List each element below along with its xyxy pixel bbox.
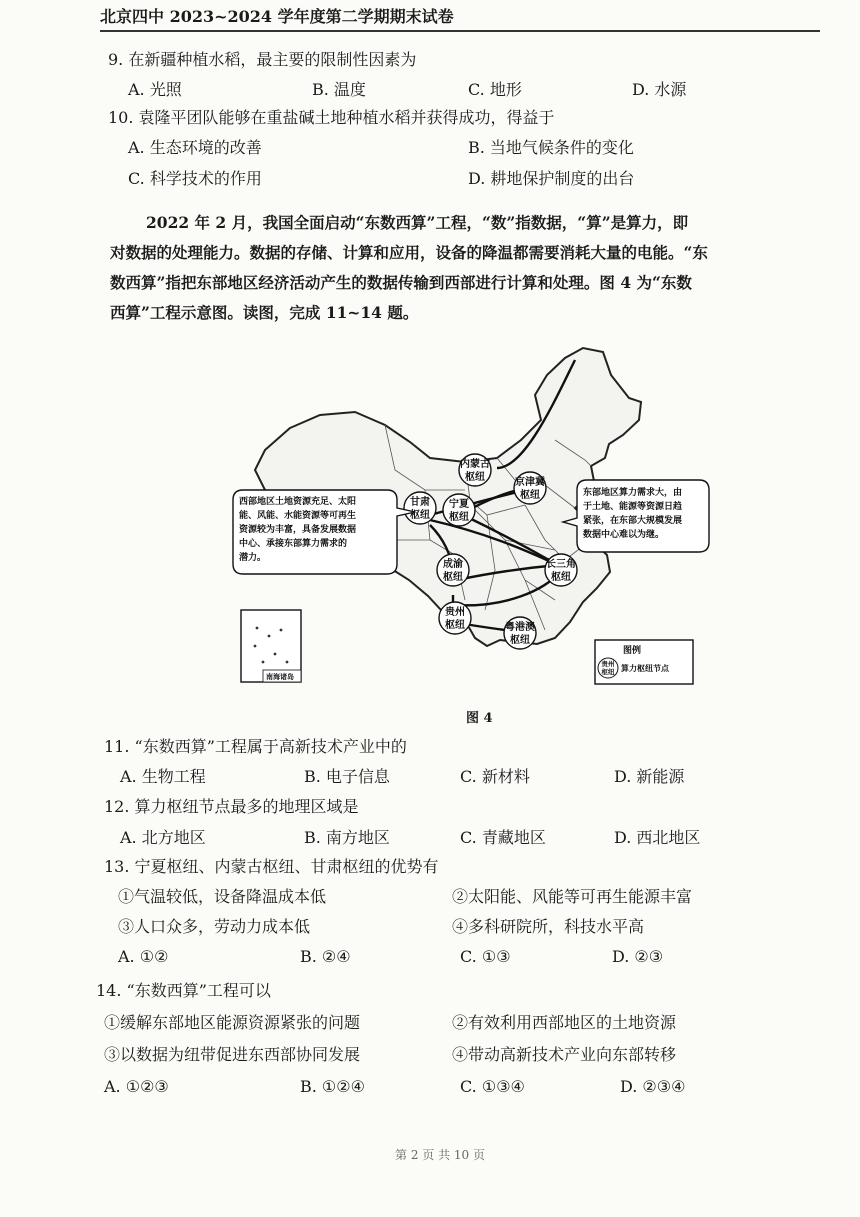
hub-chengyu: [437, 554, 469, 586]
svg-text:枢纽: 枢纽: [449, 512, 469, 523]
q11-option-a: A. 生物工程: [120, 767, 206, 786]
q9-stem: 9. 在新疆种植水稻，最主要的限制性因素为: [108, 50, 417, 69]
exam-title: 北京四中 2023~2024 学年度第二学期期末试卷: [100, 7, 454, 26]
map-legend: [595, 640, 693, 684]
svg-text:数据中心难以为继。: 数据中心难以为继。: [583, 530, 665, 540]
q14-option-c: C. ①③④: [460, 1077, 525, 1096]
q11-option-d: D. 新能源: [614, 767, 685, 786]
q12-option-b: B. 南方地区: [304, 828, 390, 847]
hub-gansu: [404, 492, 436, 524]
svg-text:西部地区土地资源充足、太阳: 西部地区土地资源充足、太阳: [239, 497, 357, 507]
svg-text:资源较为丰富，具备发展数据: 资源较为丰富，具备发展数据: [239, 525, 357, 535]
q13-item-4: ④多科研院所，科技水平高: [452, 917, 645, 936]
q12-option-a: A. 北方地区: [120, 828, 206, 847]
hub-ningxia: [443, 494, 475, 526]
svg-text:中心、承接东部算力需求的: 中心、承接东部算力需求的: [239, 539, 348, 549]
q14-item-2: ②有效利用西部地区的土地资源: [452, 1013, 677, 1032]
svg-text:算力枢纽节点: 算力枢纽节点: [621, 664, 669, 673]
q14-option-a: A. ①②③: [104, 1077, 169, 1096]
svg-text:枢纽: 枢纽: [410, 510, 430, 521]
q10-option-c: C. 科学技术的作用: [128, 169, 262, 188]
west-callout: [233, 490, 415, 574]
svg-text:枢纽: 枢纽: [520, 490, 540, 501]
svg-text:内蒙古: 内蒙古: [460, 459, 490, 470]
q11-stem: 11. “东数西算”工程属于高新技术产业中的: [104, 737, 407, 756]
china-map-figure: [225, 340, 715, 695]
svg-text:京津冀: 京津冀: [515, 477, 545, 488]
q13-option-a: A. ①②: [118, 947, 169, 966]
q14-stem: 14. “东数西算”工程可以: [96, 981, 271, 1000]
passage-line: 对数据的处理能力。数据的存储、计算和应用，设备的降温都需要消耗大量的电能。“东: [110, 243, 708, 262]
q10-stem: 10. 袁隆平团队能够在重盐碱土地种植水稻并获得成功，得益于: [108, 108, 555, 127]
q14-option-d: D. ②③④: [620, 1077, 686, 1096]
svg-text:成渝: 成渝: [443, 559, 463, 570]
svg-text:图例: 图例: [623, 646, 642, 656]
hub-changsanjiao: [545, 554, 577, 586]
q14-item-3: ③以数据为纽带促进东西部协同发展: [104, 1045, 361, 1064]
hub-jingjinji: [514, 472, 546, 504]
q10-option-b: B. 当地气候条件的变化: [468, 138, 634, 157]
page-footer: 第 2 页 共 10 页: [395, 1148, 485, 1162]
hub-neimenggu: [459, 454, 491, 486]
svg-text:宁夏: 宁夏: [449, 499, 469, 510]
svg-text:枢纽: 枢纽: [601, 668, 615, 676]
q13-option-d: D. ②③: [612, 947, 664, 966]
q14-item-4: ④带动高新技术产业向东部转移: [452, 1045, 677, 1064]
q10-option-a: A. 生态环境的改善: [128, 138, 262, 157]
q11-option-b: B. 电子信息: [304, 767, 390, 786]
q12-option-d: D. 西北地区: [614, 828, 701, 847]
q9-option-b: B. 温度: [312, 80, 366, 99]
hub-yuegangao: [504, 617, 536, 649]
q13-option-b: B. ②④: [300, 947, 351, 966]
svg-text:东部地区算力需求大，由: 东部地区算力需求大，由: [583, 488, 683, 498]
south-china-sea-inset: [241, 610, 301, 682]
svg-text:枢纽: 枢纽: [510, 635, 530, 646]
q13-item-2: ②太阳能、风能等可再生能源丰富: [452, 887, 693, 906]
q9-option-a: A. 光照: [128, 80, 182, 99]
q12-stem: 12. 算力枢纽节点最多的地理区域是: [104, 797, 359, 816]
east-callout: [563, 480, 709, 552]
svg-text:南海诸岛: 南海诸岛: [266, 673, 294, 681]
svg-text:贵州: 贵州: [445, 607, 465, 618]
q9-option-d: D. 水源: [632, 80, 687, 99]
q13-item-1: ①气温较低，设备降温成本低: [118, 887, 327, 906]
exam-header: [100, 6, 820, 32]
q14-item-1: ①缓解东部地区能源资源紧张的问题: [104, 1013, 361, 1032]
svg-text:紧张，在东部大规模发展: 紧张，在东部大规模发展: [583, 516, 683, 526]
passage-line: 西算”工程示意图。读图，完成 11~14 题。: [110, 303, 419, 322]
q14-option-b: B. ①②④: [300, 1077, 365, 1096]
svg-text:枢纽: 枢纽: [443, 572, 463, 583]
passage-line: 2022 年 2 月，我国全面启动“东数西算”工程，“数”指数据，“算”是算力，即: [146, 213, 689, 232]
svg-text:潜力。: 潜力。: [239, 553, 267, 563]
q10-option-d: D. 耕地保护制度的出台: [468, 169, 635, 188]
figure-caption: 图 4: [466, 711, 493, 726]
svg-text:粤港澳: 粤港澳: [505, 622, 535, 633]
svg-text:甘肃: 甘肃: [410, 497, 430, 508]
svg-text:枢纽: 枢纽: [465, 472, 485, 483]
svg-text:于土地、能源等资源日趋: 于土地、能源等资源日趋: [583, 502, 683, 512]
q11-option-c: C. 新材料: [460, 767, 530, 786]
hub-guizhou: [439, 602, 471, 634]
svg-text:贵州: 贵州: [601, 660, 615, 668]
svg-text:能、风能、水能资源等可再生: 能、风能、水能资源等可再生: [239, 511, 357, 521]
q13-option-c: C. ①③: [460, 947, 511, 966]
q12-option-c: C. 青藏地区: [460, 828, 546, 847]
passage-line: 数西算”指把东部地区经济活动产生的数据传输到西部进行计算和处理。图 4 为“东数: [110, 273, 692, 292]
q13-item-3: ③人口众多，劳动力成本低: [118, 917, 311, 936]
svg-text:枢纽: 枢纽: [445, 620, 465, 631]
svg-text:长三角: 长三角: [546, 559, 576, 570]
q9-option-c: C. 地形: [468, 80, 522, 99]
passage: [110, 208, 820, 328]
svg-text:枢纽: 枢纽: [551, 572, 571, 583]
q13-stem: 13. 宁夏枢纽、内蒙古枢纽、甘肃枢纽的优势有: [104, 857, 439, 876]
